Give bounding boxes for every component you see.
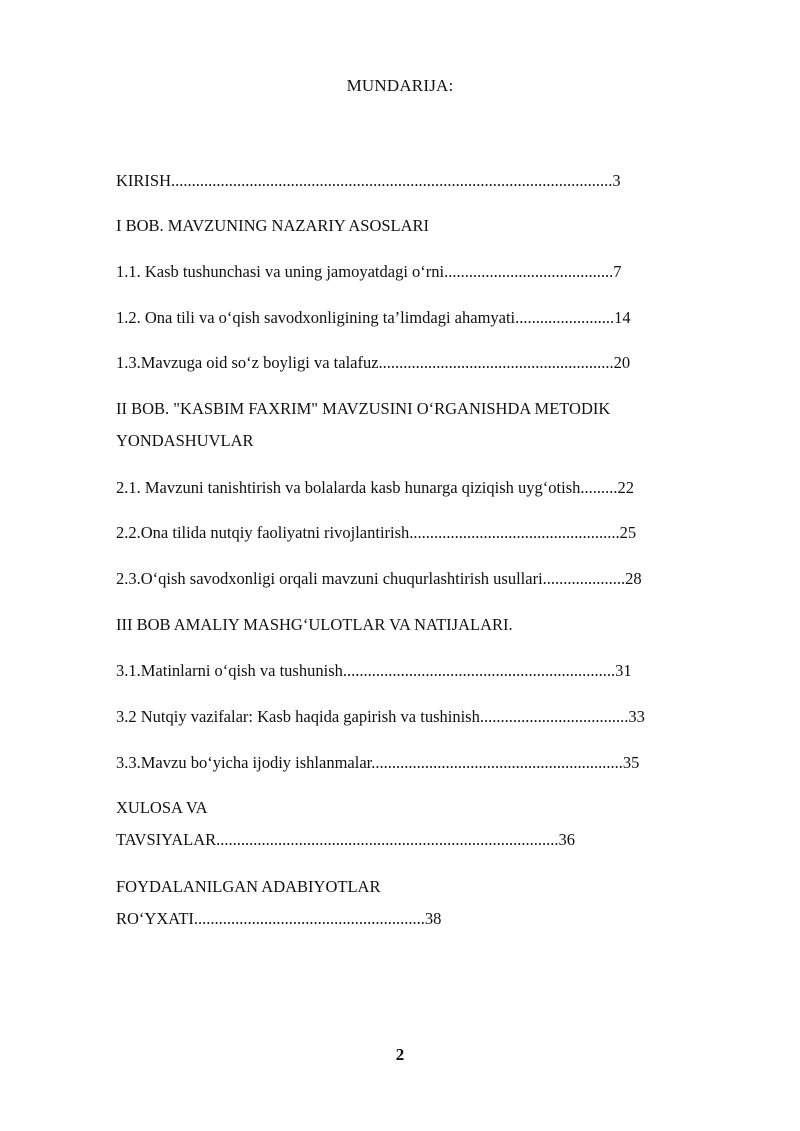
toc-conclusion-line1: XULOSA VA [116, 798, 208, 817]
toc-chapter-2-heading-line2: YONDASHUVLAR [116, 431, 254, 450]
page-number: 2 [395, 1045, 405, 1064]
toc-title: MUNDARIJA: [346, 76, 454, 95]
toc-chapter-2-heading-line1: II BOB. "KASBIM FAXRIM" MAVZUSINI O‘RGANISHDA METODIK [116, 399, 611, 418]
toc-entry-3-1: 3.1.Matinlarni o‘qish va tushunish..................................................................31 [116, 661, 632, 680]
toc-chapter-3-heading: III BOB AMALIY MASHG‘ULOTLAR VA NATIJALARI. [116, 615, 513, 634]
toc-entry-2-1: 2.1. Mavzuni tanishtirish va bolalarda kasb hunarga qiziqish uyg‘otish.........22 [116, 478, 634, 497]
toc-entry-1-3: 1.3.Mavzuga oid so‘z boyligi va talafuz.........................................................20 [116, 353, 631, 372]
toc-entry-2-2: 2.2.Ona tilida nutqiy faoliyatni rivojlantirish...................................................25 [116, 523, 637, 542]
toc-entry-2-3: 2.3.O‘qish savodxonligi orqali mavzuni chuqurlashtirish usullari....................28 [116, 569, 642, 588]
toc-entry-3-3: 3.3.Mavzu bo‘yicha ijodiy ishlanmalar.............................................................35 [116, 753, 640, 772]
toc-entry-1-2: 1.2. Ona tili va o‘qish savodxonligining ta’limdagi ahamyati........................14 [116, 308, 631, 327]
toc-entry-3-2: 3.2 Nutqiy vazifalar: Kasb haqida gapirish va tushinish....................................33 [116, 707, 645, 726]
toc-chapter-1-heading: I BOB. MAVZUNING NAZARIY ASOSLARI [116, 216, 430, 235]
toc-references-line1: FOYDALANILGAN ADABIYOTLAR [116, 877, 381, 896]
toc-entry-1-1: 1.1. Kasb tushunchasi va uning jamoyatdagi o‘rni.........................................7 [116, 262, 622, 281]
toc-conclusion-line2: TAVSIYALAR...................................................................................36 [116, 830, 576, 849]
toc-references-line2: RO‘YXATI........................................................38 [116, 909, 442, 928]
toc-entry-kirish: KIRISH...........................................................................................................3 [116, 171, 621, 190]
